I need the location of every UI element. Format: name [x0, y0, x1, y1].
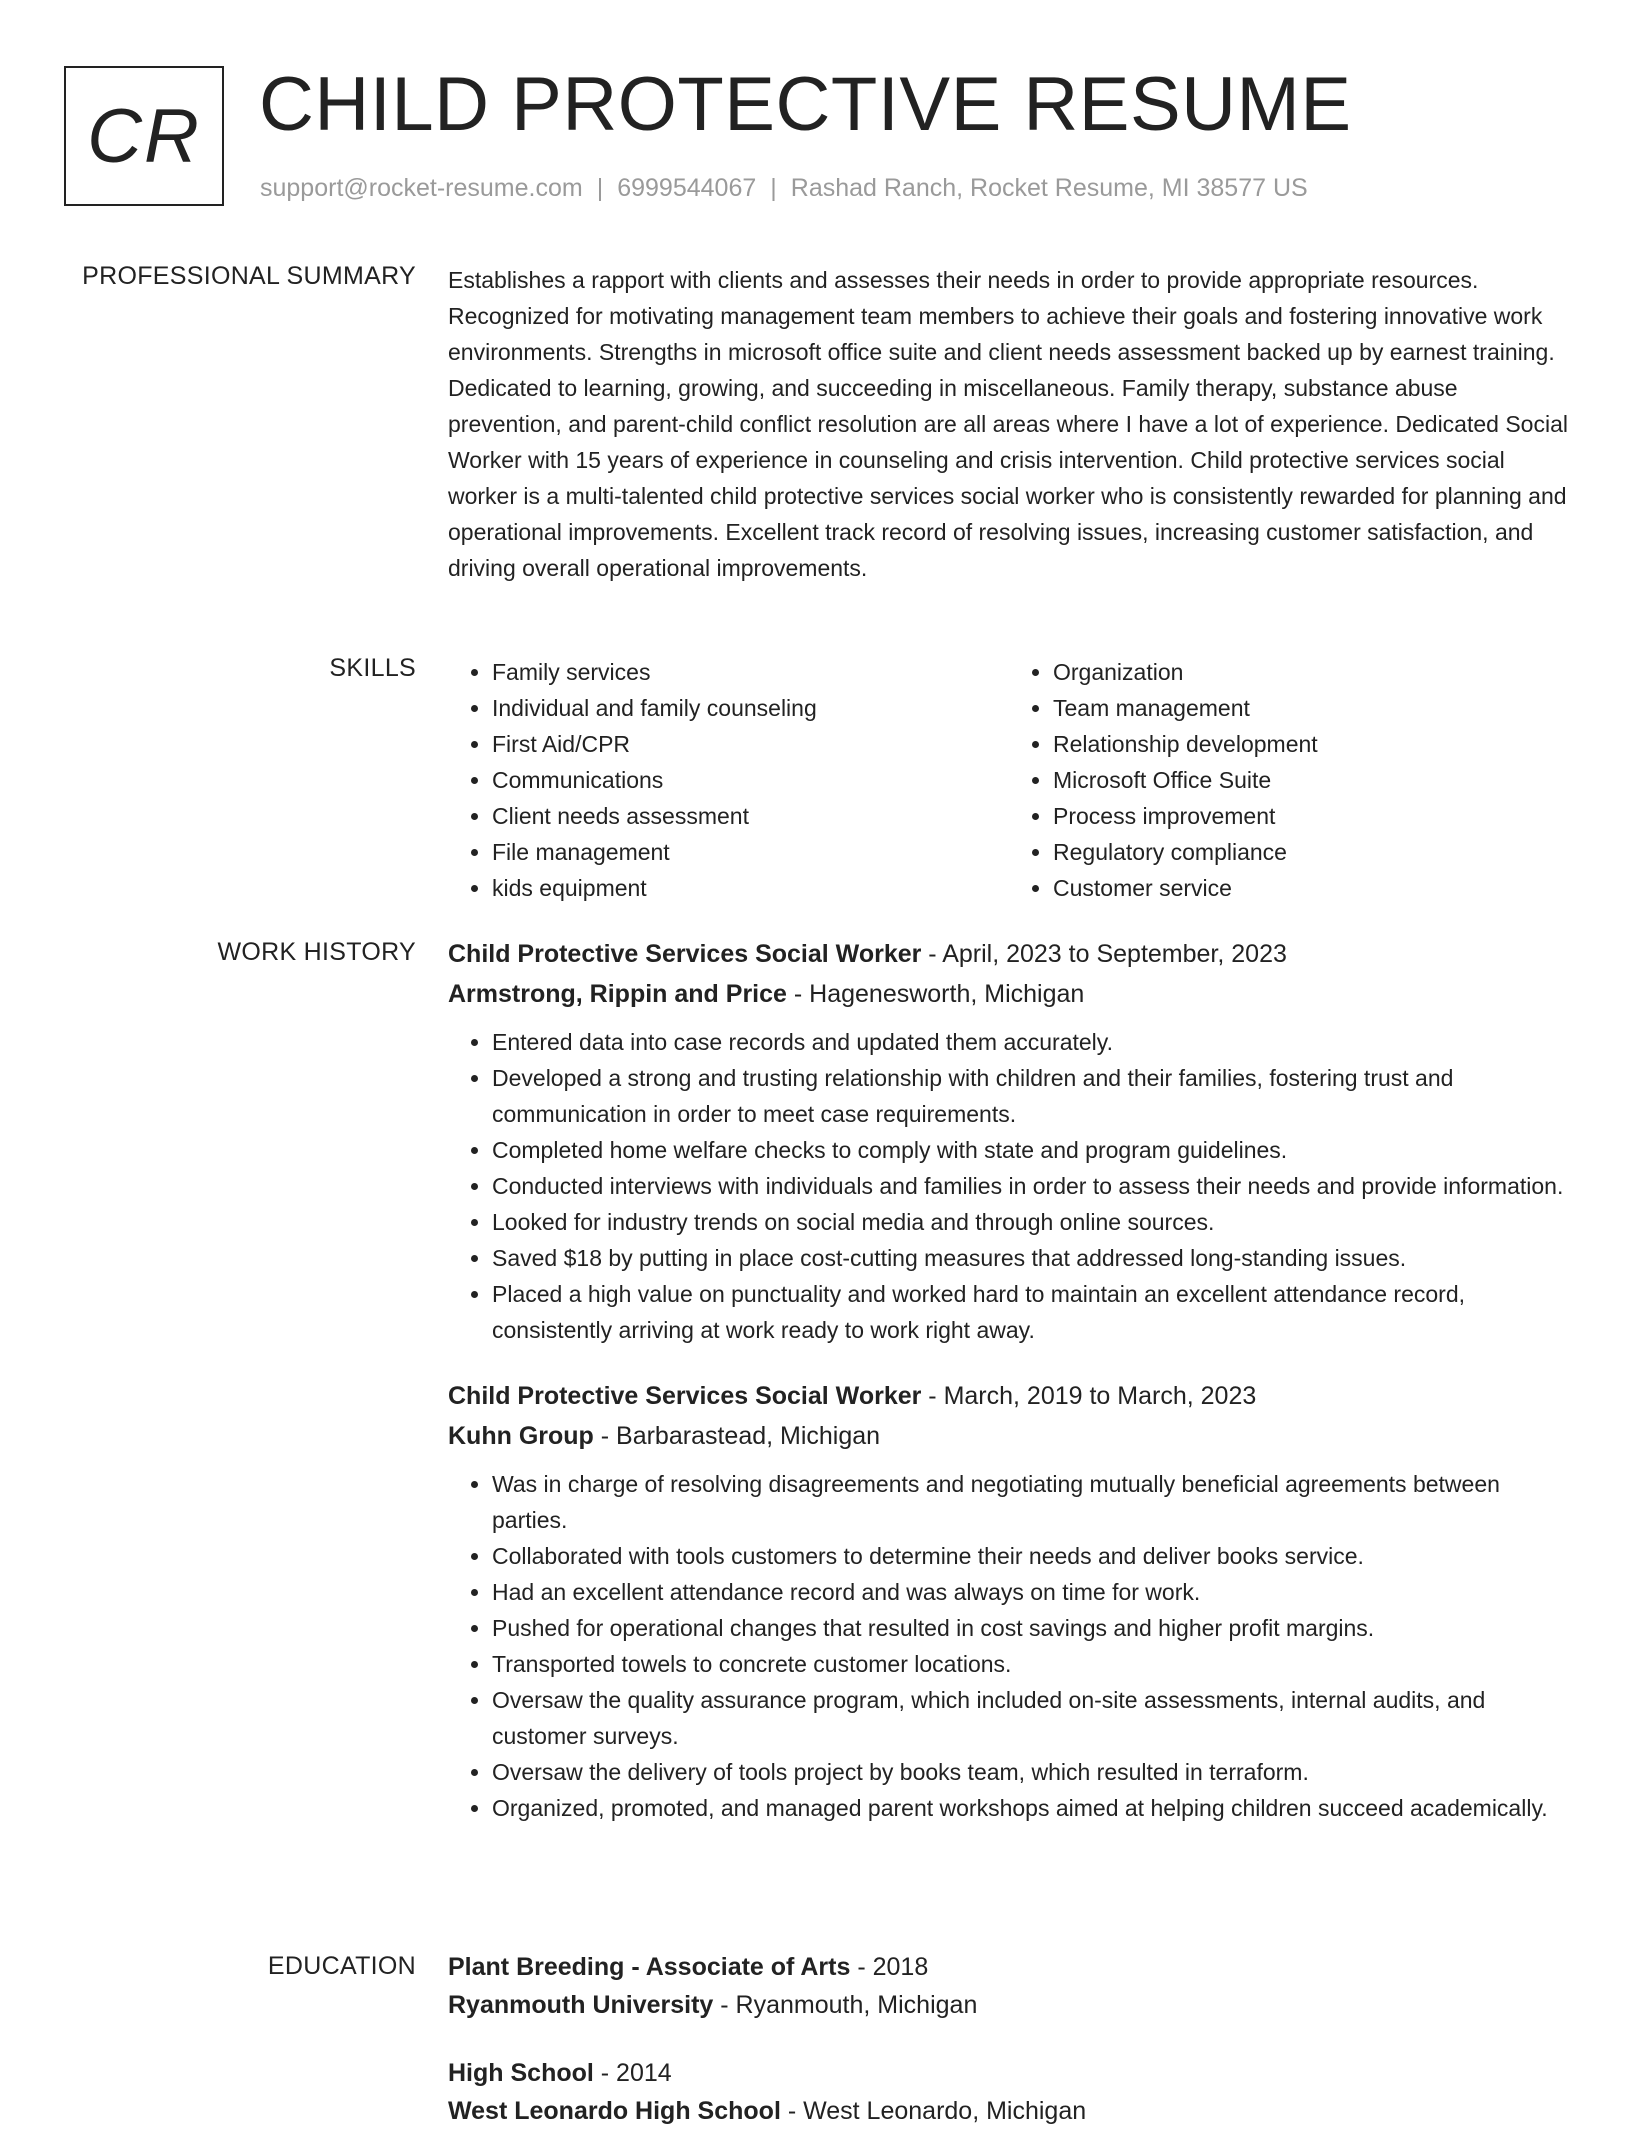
contact-line: [260, 174, 1308, 203]
job-bullets: [448, 1466, 1570, 1826]
skill-item: • Individual and family counseling: [492, 690, 1009, 726]
job-bullet: • Placed a high value on punctuality and worked hard to maintain an excellent attendance record, consistently arriving at work ready to work right away.: [492, 1276, 1570, 1348]
skill-item: • Family services: [492, 654, 1009, 690]
separator: |: [770, 174, 777, 202]
work-history-body: [448, 934, 1570, 1826]
job-title: Child Protective Services Social Worker: [448, 1382, 922, 1410]
job-bullet: • Was in charge of resolving disagreements and negotiating mutually beneficial agreements between parties.: [492, 1466, 1570, 1538]
section-label-education: EDUCATION: [267, 1952, 416, 1980]
school-location: - Ryanmouth, Michigan: [713, 1991, 978, 2019]
job-entry: [448, 934, 1570, 1348]
skills-list-right: [1009, 654, 1570, 906]
employer-location: - Hagenesworth, Michigan: [786, 980, 1085, 1008]
job-bullet: • Completed home welfare checks to comply with state and program guidelines.: [492, 1132, 1570, 1168]
job-entry: [448, 1376, 1570, 1826]
monogram-logo: CR: [64, 66, 224, 206]
summary-body: [448, 262, 1570, 586]
skill-item: • Regulatory compliance: [1053, 834, 1570, 870]
school-name: West Leonardo High School: [448, 2097, 781, 2125]
section-label-summary: PROFESSIONAL SUMMARY: [82, 262, 416, 290]
school-location: - West Leonardo, Michigan: [780, 2097, 1087, 2125]
summary-text: Establishes a rapport with clients and assesses their needs in order to provide appropriate resources. Recognized for motivating management team members to achieve their goals and fostering innovative work environments. Strengths in microsoft office suite and client needs assessment backed up by earnest training. Dedicated to learning, growing, and succeeding in miscellaneous. Family therapy, substance abuse prevention, and parent-child conflict resolution are all areas where I have a lot of experience. Dedicated Social Worker with 15 years of experience in counseling and crisis intervention. Child protective services social worker is a multi-talented child protective services social worker who is consistently rewarded for planning and operational improvements. Excellent track record of resolving issues, increasing customer satisfaction, and driving overall operational improvements.: [448, 267, 1568, 581]
separator: |: [596, 174, 604, 202]
job-bullet: • Transported towels to concrete customer locations.: [492, 1646, 1570, 1682]
degree-name: High School: [448, 2059, 594, 2087]
phone-text: 6999544067: [617, 174, 757, 202]
skills-list-left: [448, 654, 1009, 906]
degree-line: [448, 2054, 1570, 2092]
skill-item: • Organization: [1053, 654, 1570, 690]
skill-item: • Team management: [1053, 690, 1570, 726]
degree-year: - 2018: [850, 1953, 929, 1981]
skill-item: • Client needs assessment: [492, 798, 1009, 834]
job-bullet: • Looked for industry trends on social media and through online sources.: [492, 1204, 1570, 1240]
degree-year: - 2014: [593, 2059, 672, 2087]
section-label-work-history: WORK HISTORY: [217, 938, 416, 966]
job-bullet: • Saved $18 by putting in place cost-cutting measures that addressed long-standing issues.: [492, 1240, 1570, 1276]
job-dates: - March, 2019 to March, 2023: [921, 1382, 1257, 1410]
school-line: [448, 1986, 1570, 2024]
resume-header: [64, 62, 1564, 216]
email-text: support@rocket-resume.com: [260, 174, 583, 202]
address-text: Rashad Ranch, Rocket Resume, MI 38577 US: [790, 174, 1308, 202]
skill-item: • Relationship development: [1053, 726, 1570, 762]
job-dates: - April, 2023 to September, 2023: [921, 940, 1287, 968]
skill-item: • Process improvement: [1053, 798, 1570, 834]
job-bullet: • Organized, promoted, and managed parent workshops aimed at helping children succeed academically.: [492, 1790, 1570, 1826]
job-bullets: [448, 1024, 1570, 1348]
skill-item: • First Aid/CPR: [492, 726, 1009, 762]
job-bullet: • Had an excellent attendance record and was always on time for work.: [492, 1574, 1570, 1610]
section-label-skills: SKILLS: [329, 654, 416, 682]
job-bullet: • Entered data into case records and updated them accurately.: [492, 1024, 1570, 1060]
skill-item: • File management: [492, 834, 1009, 870]
school-line: [448, 2092, 1570, 2130]
degree-line: [448, 1948, 1570, 1986]
job-title-line: [448, 934, 1570, 974]
job-bullet: • Collaborated with tools customers to determine their needs and deliver books service.: [492, 1538, 1570, 1574]
education-entry: [448, 2054, 1570, 2130]
employer-name: Kuhn Group: [448, 1422, 594, 1450]
resume-title: CHILD PROTECTIVE RESUME: [259, 62, 1352, 147]
skill-item: • Communications: [492, 762, 1009, 798]
job-bullet: • Oversaw the delivery of tools project by books team, which resulted in terraform.: [492, 1754, 1570, 1790]
employer-line: [448, 974, 1570, 1014]
skills-body: [448, 654, 1570, 906]
employer-line: [448, 1416, 1570, 1456]
education-entry: [448, 1948, 1570, 2024]
job-title: Child Protective Services Social Worker: [448, 940, 922, 968]
job-bullet: • Conducted interviews with individuals and families in order to assess their needs and provide information.: [492, 1168, 1570, 1204]
job-bullet: • Developed a strong and trusting relationship with children and their families, fostering trust and communication in order to meet case requirements.: [492, 1060, 1570, 1132]
degree-name: Plant Breeding - Associate of Arts: [448, 1953, 851, 1981]
skill-item: • kids equipment: [492, 870, 1009, 906]
skill-item: • Microsoft Office Suite: [1053, 762, 1570, 798]
employer-location: - Barbarastead, Michigan: [593, 1422, 881, 1450]
job-title-line: [448, 1376, 1570, 1416]
job-bullet: • Pushed for operational changes that resulted in cost savings and higher profit margins.: [492, 1610, 1570, 1646]
job-bullet: • Oversaw the quality assurance program, which included on-site assessments, internal audits, and customer surveys.: [492, 1682, 1570, 1754]
school-name: Ryanmouth University: [448, 1991, 714, 2019]
skill-item: • Customer service: [1053, 870, 1570, 906]
education-body: [448, 1948, 1570, 2130]
employer-name: Armstrong, Rippin and Price: [448, 980, 787, 1008]
